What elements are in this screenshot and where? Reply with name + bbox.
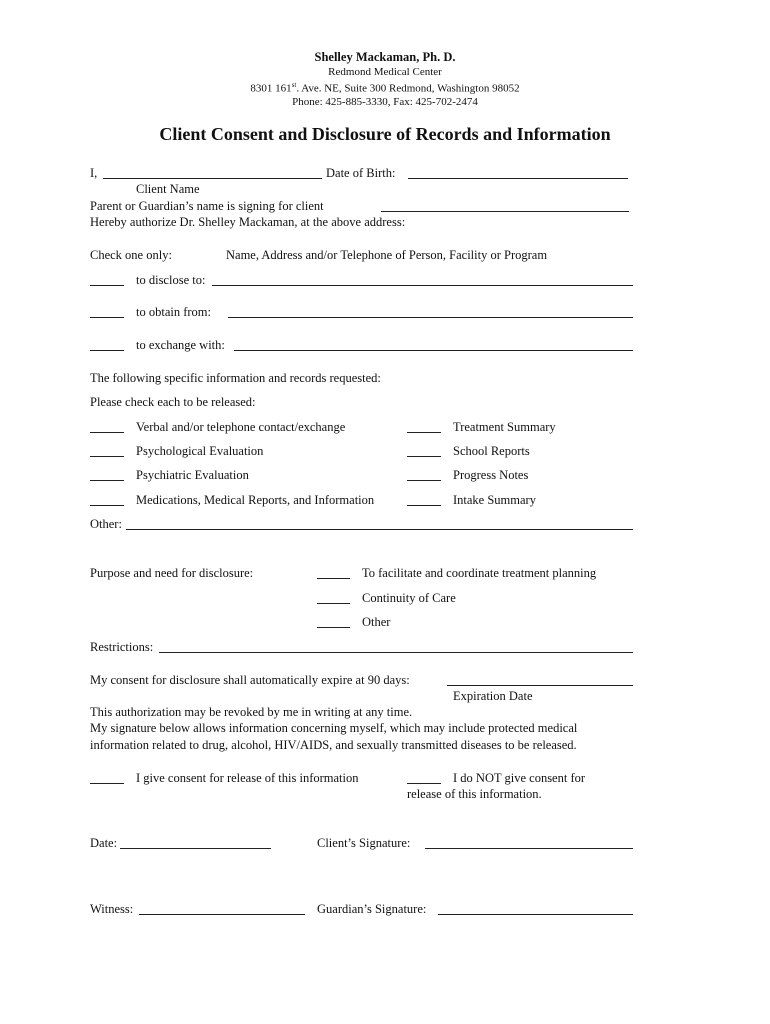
psychological-evaluation-checkbox[interactable]	[90, 456, 124, 457]
restrictions-label: Restrictions:	[90, 640, 154, 654]
i-label: I,	[90, 166, 98, 180]
client-name-field[interactable]	[103, 178, 322, 179]
purpose-other-label: Other	[362, 615, 391, 629]
expiration-date-field[interactable]	[447, 685, 633, 686]
disclose-to-field[interactable]	[212, 285, 633, 286]
address-line: 8301 161st. Ave. NE, Suite 300 Redmond, Washington 98052	[250, 81, 520, 95]
purpose-other-checkbox[interactable]	[317, 627, 350, 628]
signature-note-line-2: information related to drug, alcohol, HIV/AIDS, and sexually transmitted diseases to be released.	[90, 738, 577, 752]
medications-label: Medications, Medical Reports, and Information	[136, 493, 375, 507]
school-reports-checkbox[interactable]	[407, 456, 441, 457]
medications-checkbox[interactable]	[90, 505, 124, 506]
obtain-from-checkbox[interactable]	[90, 317, 124, 318]
exchange-with-field[interactable]	[234, 350, 633, 351]
purpose-label: Purpose and need for disclosure:	[90, 566, 254, 580]
psychological-evaluation-label: Psychological Evaluation	[136, 444, 264, 458]
client-name-caption: Client Name	[136, 182, 200, 196]
date-field[interactable]	[120, 848, 271, 849]
deny-consent-label-2: release of this information.	[407, 787, 542, 801]
exchange-with-checkbox[interactable]	[90, 350, 124, 351]
date-label: Date:	[90, 836, 118, 850]
guardian-name-field[interactable]	[381, 211, 629, 212]
deny-consent-checkbox[interactable]	[407, 783, 441, 784]
progress-notes-checkbox[interactable]	[407, 480, 441, 481]
guardian-signature-field[interactable]	[438, 914, 633, 915]
witness-label: Witness:	[90, 902, 134, 916]
give-consent-label: I give consent for release of this information	[136, 771, 359, 785]
recipient-column-header: Name, Address and/or Telephone of Person, Facility or Program	[226, 248, 548, 262]
other-records-label: Other:	[90, 517, 122, 531]
continuity-of-care-checkbox[interactable]	[317, 603, 350, 604]
disclose-to-checkbox[interactable]	[90, 285, 124, 286]
guardian-label: Parent or Guardian’s name is signing for client	[90, 199, 324, 213]
guardian-signature-label: Guardian’s Signature:	[317, 902, 427, 916]
authorize-text: Hereby authorize Dr. Shelley Mackaman, at the above address:	[90, 215, 406, 229]
expire-label: My consent for disclosure shall automatically expire at 90 days:	[90, 673, 410, 687]
treatment-planning-label: To facilitate and coordinate treatment planning	[362, 566, 597, 580]
dob-label: Date of Birth:	[326, 166, 396, 180]
treatment-summary-label: Treatment Summary	[453, 420, 556, 434]
obtain-from-field[interactable]	[228, 317, 633, 318]
restrictions-field[interactable]	[159, 652, 633, 653]
give-consent-checkbox[interactable]	[90, 783, 124, 784]
school-reports-label: School Reports	[453, 444, 530, 458]
check-each-text: Please check each to be released:	[90, 395, 256, 409]
exchange-with-label: to exchange with:	[136, 338, 225, 352]
intake-summary-checkbox[interactable]	[407, 505, 441, 506]
client-signature-field[interactable]	[425, 848, 633, 849]
progress-notes-label: Progress Notes	[453, 468, 529, 482]
signature-note-line-1: My signature below allows information concerning myself, which may include protected medical	[90, 721, 578, 735]
records-requested-text: The following specific information and records requested:	[90, 371, 381, 385]
page-title: Client Consent and Disclosure of Records and Information	[159, 124, 611, 144]
provider-name: Shelley Mackaman, Ph. D.	[314, 50, 456, 64]
organization-name: Redmond Medical Center	[328, 66, 442, 78]
expiration-date-caption: Expiration Date	[453, 689, 533, 703]
date-of-birth-field[interactable]	[408, 178, 628, 179]
treatment-summary-checkbox[interactable]	[407, 432, 441, 433]
verbal-contact-label: Verbal and/or telephone contact/exchange	[136, 420, 346, 434]
deny-consent-label-1: I do NOT give consent for	[453, 771, 586, 785]
phone-line: Phone: 425-885-3330, Fax: 425-702-2474	[292, 96, 478, 108]
witness-field[interactable]	[139, 914, 305, 915]
other-records-field[interactable]	[126, 529, 633, 530]
intake-summary-label: Intake Summary	[453, 493, 536, 507]
treatment-planning-checkbox[interactable]	[317, 578, 350, 579]
client-signature-label: Client’s Signature:	[317, 836, 411, 850]
disclose-to-label: to disclose to:	[136, 273, 206, 287]
obtain-from-label: to obtain from:	[136, 305, 211, 319]
check-one-label: Check one only:	[90, 248, 172, 262]
revoke-text: This authorization may be revoked by me in writing at any time.	[90, 705, 413, 719]
psychiatric-evaluation-label: Psychiatric Evaluation	[136, 468, 249, 482]
psychiatric-evaluation-checkbox[interactable]	[90, 480, 124, 481]
continuity-of-care-label: Continuity of Care	[362, 591, 456, 605]
verbal-contact-checkbox[interactable]	[90, 432, 124, 433]
